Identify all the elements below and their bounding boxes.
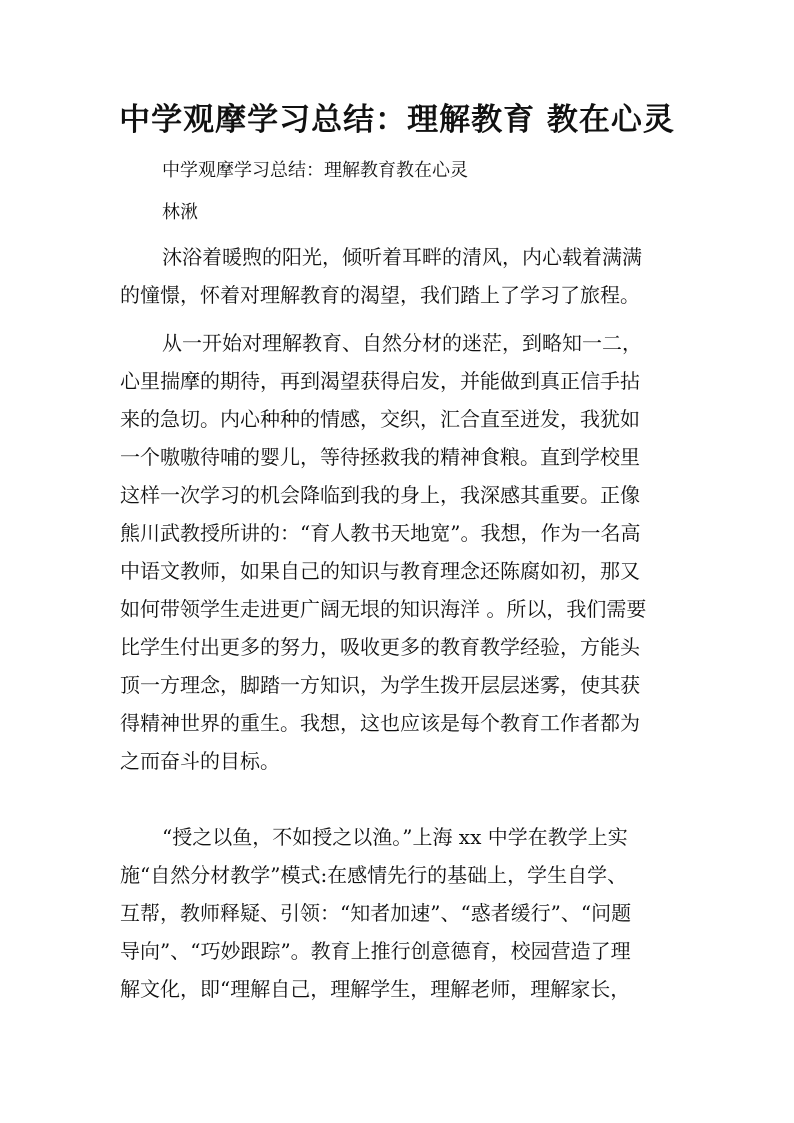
paragraph-line: 从一开始对理解教育、自然分材的迷茫，到略知一二， (162, 331, 642, 355)
paragraph-line: 来的急切。内心种种的情感，交织，汇合直至迸发，我犹如 (120, 407, 640, 431)
paragraph-line: 之而奋斗的目标。 (120, 749, 280, 773)
paragraph-line: 沐浴着暖煦的阳光，倾听着耳畔的清风，内心载着满满 (162, 245, 642, 269)
paragraph-line: 解文化，即“理解自己，理解学生，理解老师，理解家长， (120, 977, 631, 1001)
paragraph-line: 的憧憬，怀着对理解教育的渴望，我们踏上了学习了旅程。 (120, 283, 640, 307)
paragraph-line: 这样一次学习的机会降临到我的身上，我深感其重要。正像 (120, 483, 640, 507)
paragraph-line: 互帮，教师释疑、引领：“知者加速”、“惑者缓行”、“问题 (120, 901, 632, 925)
paragraph-line: 中语文教师，如果自己的知识与教育理念还陈腐如初，那又 (120, 559, 640, 583)
paragraph-line: 得精神世界的重生。我想，这也应该是每个教育工作者都为 (120, 711, 640, 735)
document-subtitle: 中学观摩学习总结：理解教育教在心灵 (162, 160, 468, 181)
paragraph-line: 心里揣摩的期待，再到渴望获得启发，并能做到真正信手拈 (120, 369, 640, 393)
paragraph-line: 施“自然分材教学”模式:在感情先行的基础上，学生自学、 (120, 863, 628, 887)
paragraph-2 (120, 324, 685, 780)
paragraph-3 (120, 818, 685, 1008)
paragraph-line: 顶一方理念，脚踏一方知识，为学生拨开层层迷雾，使其获 (120, 673, 640, 697)
paragraph-line: 比学生付出更多的努力，吸收更多的教育教学经验，方能头 (120, 635, 640, 659)
paragraph-line: 熊川武教授所讲的：“育人教书天地宽”。我想，作为一名高 (120, 521, 641, 545)
author-name: 林湫 (162, 202, 198, 223)
paragraph-1 (120, 238, 685, 314)
paragraph-line: 一个嗷嗷待哺的婴儿，等待拯救我的精神食粮。直到学校里 (120, 445, 640, 469)
paragraph-line: 导向”、“巧妙跟踪”。教育上推行创意德育，校园营造了理 (120, 939, 631, 963)
paragraph-line: 如何带领学生走进更广阔无垠的知识海洋 。所以，我们需要 (120, 597, 647, 621)
paragraph-line: “授之以鱼，不如授之以渔。”上海 xx 中学在教学上实 (162, 825, 628, 849)
document-title: 中学观摩学习总结：理解教育 教在心灵 (119, 102, 675, 138)
